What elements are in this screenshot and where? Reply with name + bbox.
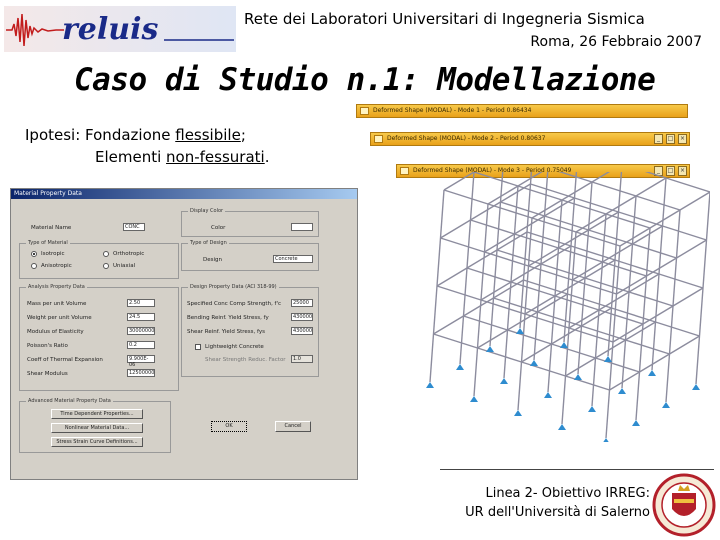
frame-member [504,330,508,378]
shear-modulus-label: Shear Modulus [27,371,68,377]
frame-member [656,322,700,336]
minimize-icon[interactable]: _ [654,166,663,176]
footer-line-1: Linea 2- Obiettivo IRREG: [485,486,650,501]
fy-input[interactable]: 430000 [293,314,313,320]
support-icon [486,346,494,352]
frame-member [670,306,674,354]
stress-strain-button[interactable]: Stress Strain Curve Definitions... [51,437,143,447]
frame-member [478,330,508,348]
frame-member [522,362,566,376]
fys-input[interactable]: 430000 [293,328,313,334]
frame-member [626,340,670,354]
frame-member [633,244,677,258]
mode1-window-title: Deformed Shape (MODAL) - Mode 1 - Period 0.86434 [373,107,532,114]
thermal-label: Coeff of Thermal Expansion [27,357,103,363]
support-icon [426,382,434,388]
color-swatch[interactable] [291,223,313,231]
frame-member [650,210,680,228]
fc-label: Specified Conc Comp Strength, f'c [187,301,282,307]
mode2-window-bar[interactable] [370,132,690,146]
frame-member [508,330,552,344]
display-color-group: Display Color [181,211,319,237]
frame-member [515,216,545,234]
minimize-icon[interactable]: _ [654,134,663,144]
mode2-window-title: Deformed Shape (MODAL) - Mode 2 - Period 0.80637 [387,135,546,142]
design-select[interactable]: Concrete [273,255,313,263]
anisotropic-label: Anisotropic [41,263,72,269]
frame-member [696,336,700,384]
frame-member [464,316,508,330]
support-icon [560,342,568,348]
frame-member [474,172,518,186]
frame-member [467,268,511,282]
svg-text:reluis: reluis [62,12,159,47]
frame-member [599,292,629,310]
poisson-input[interactable]: 0.2 [127,341,155,349]
frame-member [478,348,522,362]
support-icon [456,364,464,370]
time-dependent-button[interactable]: Time Dependent Properties... [51,409,143,419]
support-icon [574,374,582,380]
frame-member [555,296,599,310]
dialog-title: Material Property Data [11,189,357,199]
footer-line-2: UR dell'Università di Salerno [465,505,650,520]
frame-member [636,372,640,420]
color-label: Color [211,225,226,231]
support-icon [500,378,508,384]
frame-member [548,172,592,182]
frame-member [592,358,596,406]
frame-member [707,192,711,240]
frame-member [599,310,643,324]
frame-member [464,298,494,316]
orthotropic-radio[interactable] [103,251,109,257]
frame-member [622,172,666,178]
frame-member [548,344,552,392]
frame-member [525,314,569,328]
support-icon [544,392,552,398]
frame-member [464,268,468,316]
frame-member [596,358,640,372]
nonlinear-button[interactable]: Nonlinear Material Data... [51,423,143,433]
frame-member [700,288,704,336]
lightweight-label: Lightweight Concrete [205,344,264,350]
frame-member [552,344,596,358]
modulus-input[interactable]: 30000000 [129,328,155,334]
modulus-label: Modulus of Elasticity [27,329,84,335]
support-icon [588,406,596,412]
mode1-window-bar[interactable] [356,104,688,118]
support-icon [662,402,670,408]
frame-member [703,240,707,288]
frame-member [434,316,464,334]
deformed-frame-view[interactable] [370,172,710,442]
fys-label: Shear Reinf. Yield Stress, fys [187,329,265,335]
support-icon [604,356,612,362]
isotropic-radio[interactable] [31,251,37,257]
frame-member [488,204,532,218]
frame-member [673,258,677,306]
frame-member [441,238,485,252]
frame-member [437,268,467,286]
frame-member [471,220,515,234]
shear-reduction-input[interactable]: 1.0 [291,355,313,363]
frame-member [552,326,582,344]
frame-member [437,238,441,286]
mass-input[interactable]: 2.50 [127,299,155,307]
fy-label: Bending Reinf. Yield Stress, fy [187,315,269,321]
footer-divider [440,469,714,470]
frame-member [518,172,548,186]
frame-member [529,266,573,280]
analysis-property-group: Analysis Property Data [19,287,179,391]
frame-member [467,220,471,268]
frame-member [508,312,538,330]
frame-member [596,340,626,358]
weight-label: Weight per unit Volume [27,315,92,321]
frame-member [444,172,474,190]
frame-member [559,248,603,262]
design-label: Design [203,257,222,263]
frame-member [636,178,666,196]
hypothesis-line-1: Ipotesi: Fondazione flessibile; [25,126,246,144]
frame-member [603,262,647,276]
fc-input[interactable]: 25000 [291,299,313,307]
frame-member [511,264,541,282]
support-icon [692,384,700,390]
frame-member [569,328,613,342]
frame-member [444,190,488,204]
support-icon [558,424,566,430]
maximize-icon[interactable]: □ [667,135,674,142]
header-date: Roma, 26 Febbraio 2007 [530,34,702,50]
close-icon[interactable]: × [679,135,686,142]
anisotropic-radio[interactable] [31,263,37,269]
material-name-input[interactable]: CONC [123,223,145,231]
frame-member [471,172,475,220]
frame-member [511,282,555,296]
frame-member [606,196,636,214]
frame-member [566,376,610,390]
isotropic-label: Isotropic [41,251,65,257]
orthotropic-label: Orthotropic [113,251,145,257]
frame-member [606,390,610,438]
university-seal-logo [652,473,716,537]
reluis-logo [4,6,236,52]
frame-member [636,196,680,210]
frame-member [441,220,471,238]
frame-member [518,186,562,200]
type-design-group: Type of Design [181,243,319,271]
frame-member [592,182,636,196]
thermal-input[interactable]: 9.900E-06 [127,355,155,363]
frame-member [666,354,670,402]
frame-member [610,372,640,390]
ok-button[interactable]: OK [211,421,247,432]
frame-member [576,232,620,246]
frame-member [677,210,681,258]
frame-member [467,250,497,268]
frame-member [460,316,464,364]
window-icon [374,135,383,143]
frame-member [603,244,633,262]
material-property-dialog [10,188,358,480]
frame-member [663,226,707,240]
support-icon [618,388,626,394]
type-material-group: Type of Material [19,243,179,279]
hypothesis-line-2: Elementi non-fessurati. [95,148,270,166]
frame-member [677,240,707,258]
frame-member [592,172,622,182]
window-icon [360,107,369,115]
frame-member [629,292,673,306]
frame-member [562,376,566,424]
frame-member [474,348,478,396]
frame-member [485,252,529,266]
shear-reduction-label: Shear Strength Reduc. Factor [205,357,286,363]
close-icon[interactable]: × [679,167,686,174]
cancel-button[interactable]: Cancel [275,421,311,432]
mass-label: Mass per unit Volume [27,301,87,307]
uniaxial-label: Uniaxial [113,263,136,269]
frame-member [518,362,522,410]
frame-member [430,334,434,382]
frame-member [666,178,710,192]
poisson-label: Poisson's Ratio [27,343,68,349]
uniaxial-radio[interactable] [103,263,109,269]
frame-member [606,214,650,228]
support-icon [602,438,610,442]
frame-member [434,334,478,348]
support-icon [516,328,524,334]
frame-member [471,202,501,220]
frame-member [643,306,673,324]
frame-member [670,336,700,354]
frame-member [441,190,445,238]
frame-member [659,274,703,288]
frame-member [434,286,438,334]
weight-input[interactable]: 24.5 [127,313,155,321]
maximize-icon[interactable]: □ [667,167,674,174]
support-icon [632,420,640,426]
frame-member [481,300,525,314]
shear-modulus-input[interactable]: 12500000 [129,370,155,376]
frame-member [673,288,703,306]
lightweight-checkbox[interactable] [195,344,201,350]
page-title: Caso di Studio n.1: Modellazione [74,62,656,98]
support-icon [530,360,538,366]
frame-member [573,280,617,294]
frame-member [437,286,481,300]
frame-member [559,230,589,248]
frame-member [501,172,505,202]
frame-member [522,344,552,362]
header-title: Rete dei Laboratori Universitari di Ingegneria Sismica [244,10,645,28]
frame-member [640,354,670,372]
mode3-window-title: Deformed Shape (MODAL) - Mode 3 - Period 0.75049 [413,167,572,174]
frame-member [647,258,677,276]
support-icon [470,396,478,402]
material-name-label: Material Name [31,225,72,231]
frame-member [562,182,592,200]
frame-member [555,278,585,296]
frame-member [515,234,559,248]
design-property-group: Design Property Data (ACI 318-99) [181,287,319,377]
support-icon [514,410,522,416]
frame-member [680,192,710,210]
support-icon [648,370,656,376]
frame-member [566,358,596,376]
frame-member [532,218,576,232]
frame-member [562,200,606,214]
advanced-group: Advanced Material Property Data [19,401,171,453]
